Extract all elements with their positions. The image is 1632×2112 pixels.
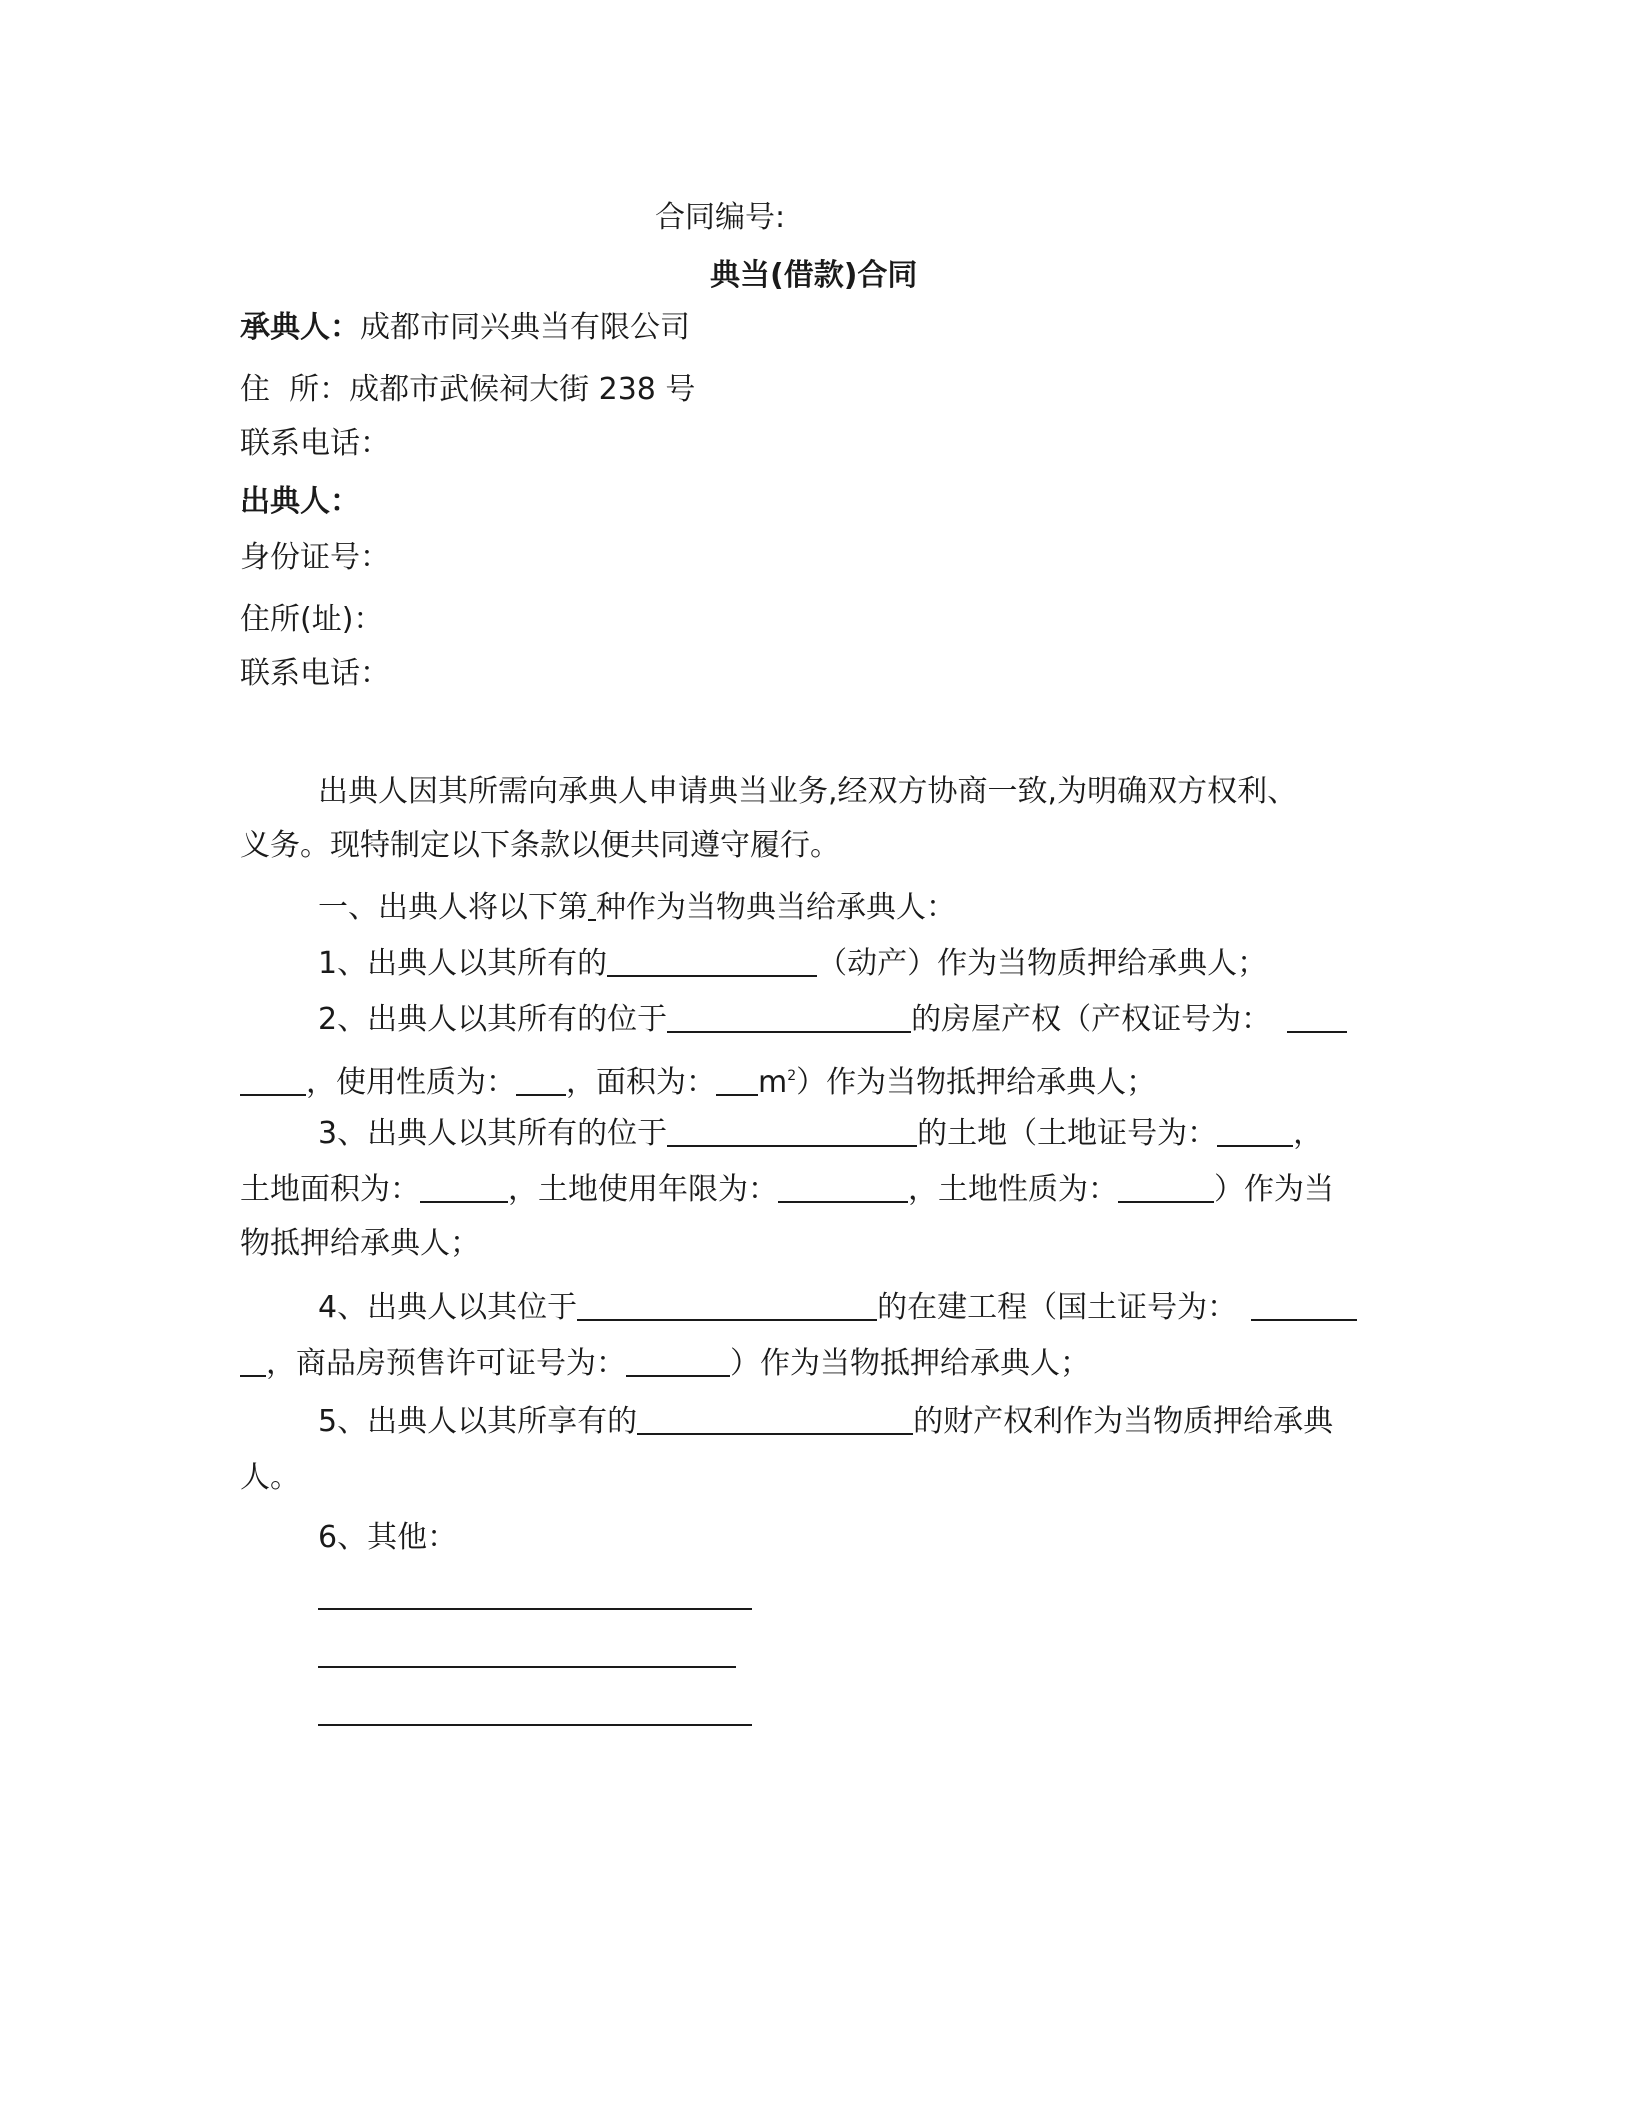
item-4-cert-blank-cont [240,1347,266,1377]
item-5-text-a: 5、出典人以其所享有的 [318,1404,638,1439]
item-4-line-1 [318,1288,1357,1328]
clause-1-text-a: 一、出典人将以下第 [318,890,588,925]
item-2-use-blank [516,1066,566,1096]
item-2-text-a: 2、出典人以其所有的位于 [318,1002,668,1037]
item-2-area-blank [716,1066,758,1096]
pawnee-label: 承典人 [240,310,330,345]
clause-1-blank [588,891,596,921]
item-3-area-blank [420,1173,508,1203]
item-4-location-blank [577,1291,877,1321]
item-3-text-d: 土地面积为： [240,1172,420,1207]
item-2-cert-blank-cont [240,1066,306,1096]
pawnee-line [240,308,690,348]
item-3-term-blank [778,1173,908,1203]
item-2-text-e: ）作为当物抵押给承典人； [796,1065,1157,1100]
item-3-cert-blank [1217,1117,1293,1147]
item-5-line-2: 人。 [240,1460,300,1495]
item-4-text-b: 的在建工程（国土证号为： [877,1290,1238,1325]
item-2-text-d: ，面积为： [566,1065,716,1100]
other-blank-line-1 [318,1608,752,1610]
item-4-line-2 [240,1344,1090,1384]
pawnee-phone-label: 联系电话： [240,426,390,461]
pawnor-address-label: 住所(址)： [240,602,384,637]
item-1-blank [607,947,817,977]
item-1-text-b: （动产）作为当物质押给承典人； [817,946,1268,981]
item-3-line-1 [318,1114,1323,1154]
clause-1-heading [318,888,956,928]
pawnor-colon: ： [330,484,360,519]
item-3-line-2 [240,1170,1334,1210]
item-1 [318,944,1267,984]
item-3-text-b: 的土地（土地证号为： [917,1116,1218,1151]
document-title: 典当(借款)合同 [710,258,918,293]
pawnor-phone-label: 联系电话： [240,656,390,691]
contract-number-label: 合同编号: [655,200,786,235]
item-2-location-blank [667,1003,911,1033]
pawnee-address-line [240,370,695,410]
item-1-text-a: 1、出典人以其所有的 [318,946,608,981]
item-3-text-a: 3、出典人以其所有的位于 [318,1116,668,1151]
item-3-text-g: ）作为当 [1214,1172,1334,1207]
item-2-unit-sup: 2 [787,1068,797,1084]
item-4-text-c: ，商品房预售许可证号为： [266,1346,626,1381]
item-2-unit: m [758,1065,788,1100]
pawnor-line [240,482,360,522]
pawnee-address-label: 住 所： [240,372,350,407]
pawnor-id-label: 身份证号： [240,540,390,575]
item-4-text-d: ）作为当物抵押给承典人； [730,1346,1090,1381]
item-4-text-a: 4、出典人以其位于 [318,1290,578,1325]
item-2-cert-blank [1287,1003,1347,1033]
item-4-cert-blank [1251,1291,1357,1321]
pawnee-colon: ： [330,310,360,345]
item-3-location-blank [667,1117,917,1147]
intro-line-2: 义务。现特制定以下条款以便共同遵守履行。 [240,828,840,863]
item-3-line-3: 物抵押给承典人； [240,1226,480,1261]
item-2-line-2 [240,1056,1156,1103]
item-5-property-blank [637,1405,913,1435]
pawnor-label: 出典人 [240,484,330,519]
pawnee-name: 成都市同兴典当有限公司 [360,310,690,345]
intro-line-1: 出典人因其所需向承典人申请典当业务,经双方协商一致,为明确双方权利、 [318,774,1298,809]
item-3-nature-blank [1118,1173,1214,1203]
item-3-text-c: ， [1293,1116,1324,1151]
other-blank-line-3 [318,1724,752,1726]
pawnee-address: 成都市武候祠大街 238 号 [349,372,696,407]
item-4-presale-blank [626,1347,730,1377]
clause-1-text-b: 种作为当物典当给承典人： [596,890,956,925]
item-3-text-f: ，土地性质为： [908,1172,1118,1207]
item-2-line-1 [318,1000,1347,1040]
item-5-text-b: 的财产权利作为当物质押给承典 [913,1404,1334,1439]
item-5-line-1 [318,1402,1333,1442]
other-blank-line-2 [318,1666,736,1668]
item-2-text-c: ，使用性质为： [306,1065,516,1100]
item-3-text-e: ，土地使用年限为： [508,1172,778,1207]
item-6-label: 6、其他： [318,1520,458,1555]
item-2-text-b: 的房屋产权（产权证号为： [911,1002,1272,1037]
